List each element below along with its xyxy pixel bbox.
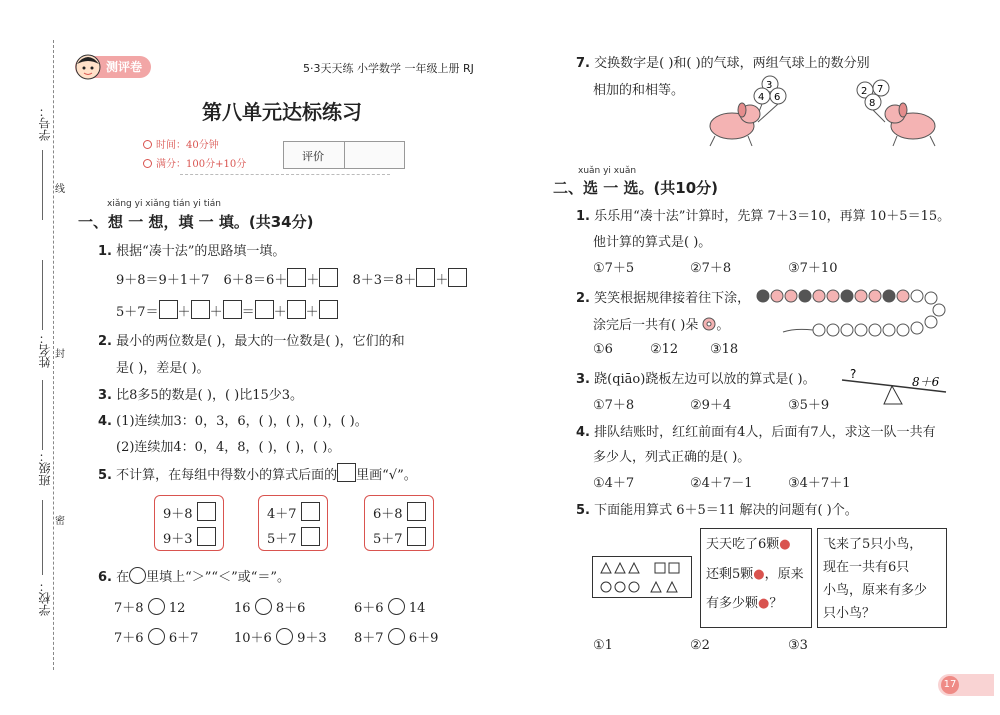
choice-question-5: 5. 下面能用算式 6＋5＝11 解决的问题有( )个。 bbox=[576, 503, 858, 518]
strawberry-icon: ● bbox=[753, 567, 765, 582]
option[interactable]: ③3 bbox=[788, 638, 808, 653]
page-title: 第八单元达标练习 bbox=[202, 100, 362, 124]
section1-pinyin: xiǎng yi xiǎng tián yi tián bbox=[107, 199, 221, 209]
choice-question-2-line2: 涂完后一共有( )朵 。 bbox=[593, 318, 730, 333]
answer-circle[interactable] bbox=[388, 628, 405, 645]
card-birds: 飞来了5只小鸟， 现在一共有6只 小鸟，原来有多少 只小鸟？ bbox=[817, 528, 947, 628]
answer-box[interactable] bbox=[223, 300, 242, 319]
page-number: 17 bbox=[941, 676, 959, 694]
question-1: 1. 根据“凑十法”的思路填一填。 bbox=[98, 244, 286, 259]
option[interactable]: ③18 bbox=[710, 342, 739, 357]
line-mark: 线 bbox=[55, 184, 65, 195]
answer-box[interactable] bbox=[301, 502, 320, 521]
section2-title: 二、选 一 选。(共10分) bbox=[553, 179, 719, 197]
question-6: 6. 在 里填上“＞”“＜”或“＝”。 bbox=[98, 566, 290, 585]
balloon-number: 4 bbox=[758, 92, 765, 103]
answer-box[interactable] bbox=[197, 502, 216, 521]
answer-box[interactable] bbox=[416, 268, 435, 287]
option[interactable]: ①7＋5 bbox=[593, 261, 635, 276]
question-7-line2: 相加的和相等。 bbox=[593, 83, 685, 98]
answer-box[interactable] bbox=[407, 502, 426, 521]
answer-box[interactable] bbox=[255, 300, 274, 319]
compare-item: 7＋6 6＋7 bbox=[114, 627, 198, 646]
answer-circle[interactable] bbox=[255, 598, 272, 615]
class-label: 班级： bbox=[38, 450, 52, 486]
time-limit: 时间：40分钟 bbox=[156, 140, 219, 151]
option[interactable]: ②4＋7－1 bbox=[690, 476, 753, 491]
evaluation-label: 评价 bbox=[302, 150, 324, 163]
question-5: 5. 不计算，在每组中得数小的算式后面的 里画“√”。 bbox=[98, 463, 417, 483]
strawberry-icon: ● bbox=[758, 596, 770, 611]
answer-box[interactable] bbox=[159, 300, 178, 319]
choice-question-4-line2: 多少人，列式正确的是( )。 bbox=[593, 450, 751, 465]
compare-group-2: 4＋7 5＋7 bbox=[258, 495, 328, 551]
option[interactable]: ③4＋7＋1 bbox=[788, 476, 851, 491]
option[interactable]: ①4＋7 bbox=[593, 476, 635, 491]
section2-pinyin: xuǎn yi xuǎn bbox=[578, 166, 637, 176]
option[interactable]: ③7＋10 bbox=[788, 261, 838, 276]
option[interactable]: ①6 bbox=[593, 342, 613, 357]
name-label: 姓名： bbox=[38, 332, 52, 368]
question-3: 3. 比8多5的数是( )，( )比15少3。 bbox=[98, 388, 304, 403]
compare-item: 7＋8 12 bbox=[114, 597, 185, 616]
question-2-line2: 是( )，差是( )。 bbox=[116, 361, 210, 376]
balloon-number: 6 bbox=[774, 92, 781, 103]
q1-line1: 9＋8＝9＋1＋7 6＋8＝6＋ ＋ 8＋3＝8＋ ＋ bbox=[116, 268, 467, 288]
seal-mark: 封 bbox=[55, 349, 65, 360]
balloon-number: 7 bbox=[877, 84, 884, 95]
answer-box[interactable] bbox=[319, 300, 338, 319]
balloon-number: 2 bbox=[861, 86, 868, 97]
answer-circle[interactable] bbox=[148, 628, 165, 645]
answer-box[interactable] bbox=[197, 527, 216, 546]
answer-circle[interactable] bbox=[388, 598, 405, 615]
option[interactable]: ③5＋9 bbox=[788, 398, 830, 413]
card-shapes bbox=[592, 556, 692, 598]
choice-question-4: 4. 排队结账时，红红前面有4人，后面有7人，求这一队一共有 bbox=[576, 425, 936, 440]
choice-question-3: 3. 跷(qiāo)跷板左边可以放的算式是( )。 bbox=[576, 372, 816, 387]
score-icon bbox=[143, 159, 152, 168]
option[interactable]: ②2 bbox=[690, 638, 710, 653]
seesaw-left-label: ? bbox=[850, 367, 857, 381]
flower-icon bbox=[702, 317, 716, 331]
circle-icon bbox=[129, 567, 146, 584]
option[interactable]: ②7＋8 bbox=[690, 261, 732, 276]
question-2: 2. 最小的两位数是( )，最大的一位数是( )，它们的和 bbox=[98, 334, 405, 349]
answer-box[interactable] bbox=[407, 527, 426, 546]
answer-box[interactable] bbox=[448, 268, 467, 287]
seesaw-right-label: 8＋6 bbox=[912, 375, 940, 389]
balloon-number: 8 bbox=[869, 98, 876, 109]
compare-item: 8＋7 6＋9 bbox=[354, 627, 438, 646]
flower-chain-icon bbox=[755, 284, 950, 344]
question-4: 4. (1)连续加3：0，3，6，( )，( )，( )，( )。 bbox=[98, 414, 368, 429]
box-icon bbox=[337, 463, 356, 482]
choice-question-1: 1. 乐乐用“凑十法”计算时，先算 7＋3＝10，再算 10＋5＝15。 bbox=[576, 209, 951, 224]
answer-box[interactable] bbox=[319, 268, 338, 287]
option[interactable]: ①1 bbox=[593, 638, 613, 653]
secret-mark: 密 bbox=[55, 516, 65, 527]
strawberry-icon: ● bbox=[779, 537, 791, 552]
answer-circle[interactable] bbox=[148, 598, 165, 615]
compare-group-3: 6＋8 5＋7 bbox=[364, 495, 434, 551]
student-id-label: 学号： bbox=[38, 105, 52, 141]
series-info: 5·3天天练 小学数学 一年级上册 RJ bbox=[303, 62, 474, 75]
card-strawberries: 天天吃了6颗● 还剩5颗●，原来 有多少颗●？ bbox=[700, 528, 812, 628]
balloon-dog-left-icon bbox=[700, 74, 795, 149]
answer-box[interactable] bbox=[287, 300, 306, 319]
kid-mascot-icon bbox=[72, 50, 104, 82]
q1-line2: 5＋7＝ ＋ ＋ ＝ ＋ ＋ bbox=[116, 300, 338, 320]
full-score: 满分：100分+10分 bbox=[156, 159, 247, 170]
section1-title: 一、想 一 想，填 一 填。(共34分) bbox=[78, 213, 314, 231]
compare-item: 6＋6 14 bbox=[354, 597, 425, 616]
compare-group-1: 9＋8 9＋3 bbox=[154, 495, 224, 551]
answer-box[interactable] bbox=[287, 268, 306, 287]
question-7: 7. 交换数字是( )和( )的气球，两组气球上的数分别 bbox=[576, 56, 870, 71]
option[interactable]: ②12 bbox=[650, 342, 679, 357]
answer-box[interactable] bbox=[301, 527, 320, 546]
shapes-icon bbox=[593, 557, 691, 597]
option[interactable]: ①7＋8 bbox=[593, 398, 635, 413]
clock-icon bbox=[143, 140, 152, 149]
option[interactable]: ②9＋4 bbox=[690, 398, 732, 413]
balloon-dog-right-icon bbox=[845, 74, 945, 149]
seesaw-icon bbox=[840, 366, 950, 408]
evaluation-box[interactable] bbox=[283, 141, 405, 169]
school-label: 学校： bbox=[38, 580, 52, 616]
compare-item: 10＋6 9＋3 bbox=[234, 627, 327, 646]
balloon-number: 3 bbox=[766, 80, 773, 91]
question-4-line2: (2)连续加4：0，4，8，( )，( )，( )。 bbox=[116, 440, 341, 455]
badge: 测评卷 bbox=[106, 60, 143, 74]
answer-circle[interactable] bbox=[276, 628, 293, 645]
choice-question-1-line2: 他计算的算式是( )。 bbox=[593, 235, 712, 250]
answer-box[interactable] bbox=[191, 300, 210, 319]
choice-question-2: 2. 笑笑根据规律接着往下涂， bbox=[576, 291, 751, 306]
compare-item: 16 8＋6 bbox=[234, 597, 305, 616]
